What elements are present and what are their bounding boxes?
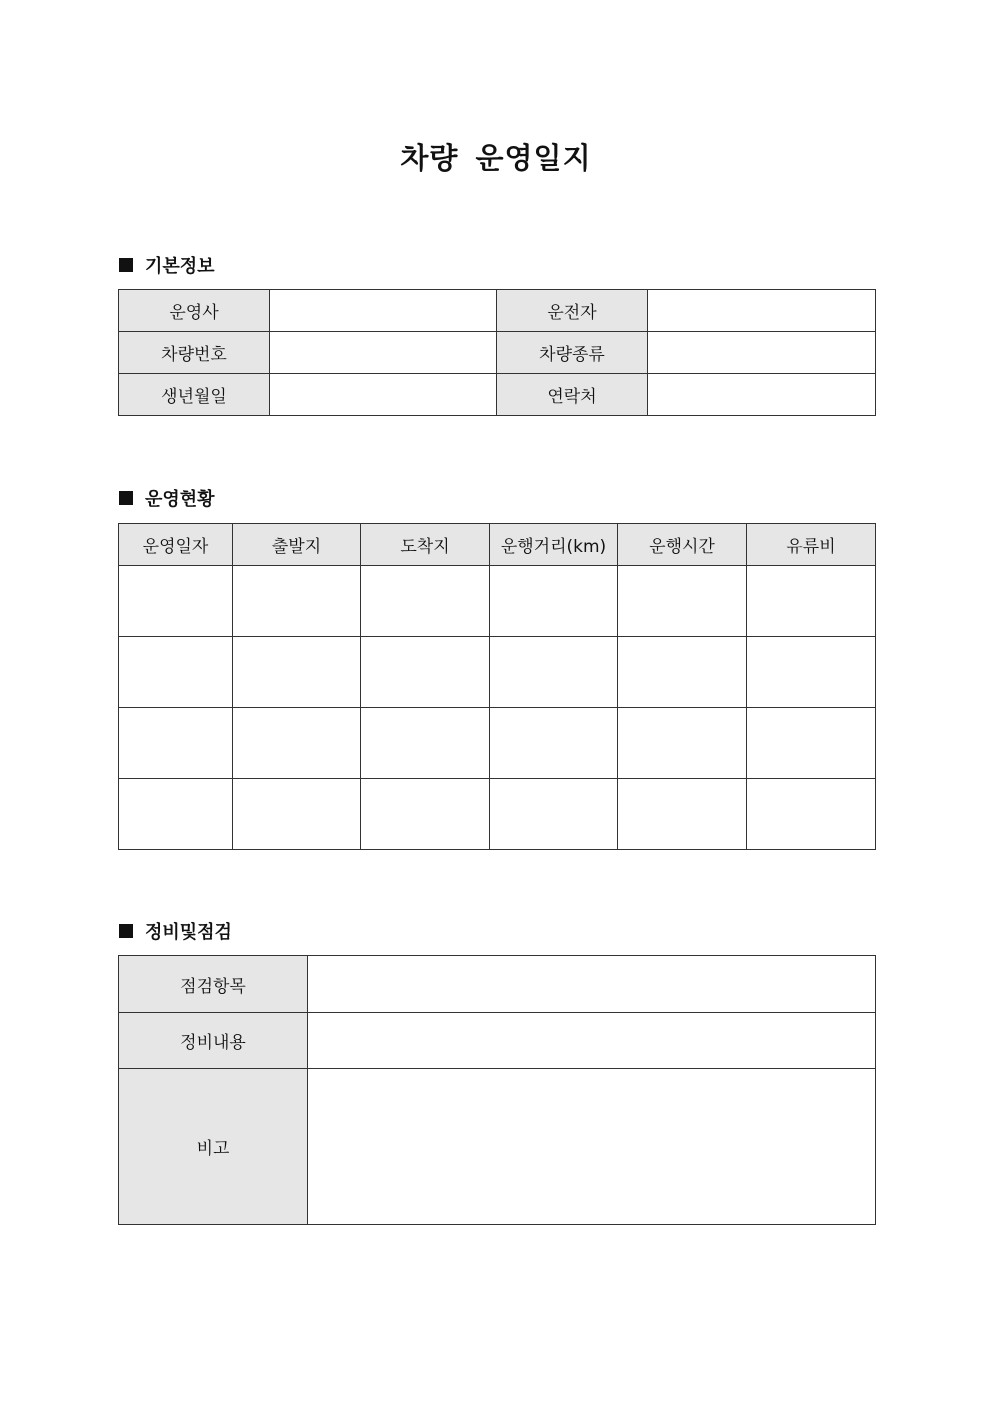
basic-info-table	[118, 289, 876, 416]
cell-fuel-cost[interactable]	[747, 708, 876, 779]
table-header-row	[119, 524, 876, 566]
table-row	[119, 708, 876, 779]
label-vehicle-number: 차량번호	[119, 332, 270, 374]
cell-fuel-cost[interactable]	[747, 637, 876, 708]
section-heading-maintenance	[119, 919, 232, 943]
label-vehicle-type: 차량종류	[497, 332, 648, 374]
field-vehicle-type[interactable]	[648, 332, 876, 374]
table-row	[119, 290, 876, 332]
square-bullet-icon	[119, 258, 133, 272]
field-remarks[interactable]	[308, 1069, 876, 1225]
table-row	[119, 1069, 876, 1225]
cell-duration[interactable]	[618, 566, 747, 637]
column-header-distance: 운행거리(km)	[490, 524, 618, 566]
cell-date[interactable]	[119, 708, 233, 779]
label-maintenance-details: 정비내용	[119, 1013, 308, 1069]
square-bullet-icon	[119, 924, 133, 938]
table-row	[119, 637, 876, 708]
label-operator: 운영사	[119, 290, 270, 332]
cell-departure[interactable]	[233, 708, 361, 779]
cell-departure[interactable]	[233, 637, 361, 708]
label-driver: 운전자	[497, 290, 648, 332]
label-birth-date: 생년월일	[119, 374, 270, 416]
cell-arrival[interactable]	[361, 779, 490, 850]
table-row	[119, 779, 876, 850]
cell-departure[interactable]	[233, 566, 361, 637]
table-row	[119, 1013, 876, 1069]
cell-duration[interactable]	[618, 637, 747, 708]
field-contact[interactable]	[648, 374, 876, 416]
table-row	[119, 332, 876, 374]
cell-departure[interactable]	[233, 779, 361, 850]
table-row	[119, 374, 876, 416]
table-row	[119, 566, 876, 637]
operation-table	[118, 523, 876, 850]
cell-fuel-cost[interactable]	[747, 566, 876, 637]
maintenance-table	[118, 955, 876, 1225]
column-header-arrival: 도착지	[361, 524, 490, 566]
field-birth-date[interactable]	[270, 374, 497, 416]
label-inspection-items: 점검항목	[119, 956, 308, 1013]
cell-fuel-cost[interactable]	[747, 779, 876, 850]
label-remarks: 비고	[119, 1069, 308, 1225]
section-heading-basic-info	[119, 253, 215, 277]
field-driver[interactable]	[648, 290, 876, 332]
section-heading-label: 운영현황	[145, 489, 215, 510]
section-heading-label: 기본정보	[145, 256, 215, 277]
label-contact: 연락처	[497, 374, 648, 416]
square-bullet-icon	[119, 491, 133, 505]
table-row	[119, 956, 876, 1013]
field-maintenance-details[interactable]	[308, 1013, 876, 1069]
cell-arrival[interactable]	[361, 637, 490, 708]
cell-duration[interactable]	[618, 779, 747, 850]
field-inspection-items[interactable]	[308, 956, 876, 1013]
page-title: 차량 운영일지	[400, 141, 592, 175]
cell-distance[interactable]	[490, 637, 618, 708]
cell-distance[interactable]	[490, 566, 618, 637]
field-operator[interactable]	[270, 290, 497, 332]
cell-date[interactable]	[119, 566, 233, 637]
column-header-departure: 출발지	[233, 524, 361, 566]
column-header-fuel-cost: 유류비	[747, 524, 876, 566]
cell-arrival[interactable]	[361, 566, 490, 637]
field-vehicle-number[interactable]	[270, 332, 497, 374]
column-header-date: 운영일자	[119, 524, 233, 566]
column-header-duration: 운행시간	[618, 524, 747, 566]
cell-date[interactable]	[119, 637, 233, 708]
cell-date[interactable]	[119, 779, 233, 850]
section-heading-label: 정비및점검	[145, 922, 232, 943]
section-heading-operation	[119, 486, 215, 510]
cell-distance[interactable]	[490, 779, 618, 850]
cell-duration[interactable]	[618, 708, 747, 779]
cell-arrival[interactable]	[361, 708, 490, 779]
cell-distance[interactable]	[490, 708, 618, 779]
